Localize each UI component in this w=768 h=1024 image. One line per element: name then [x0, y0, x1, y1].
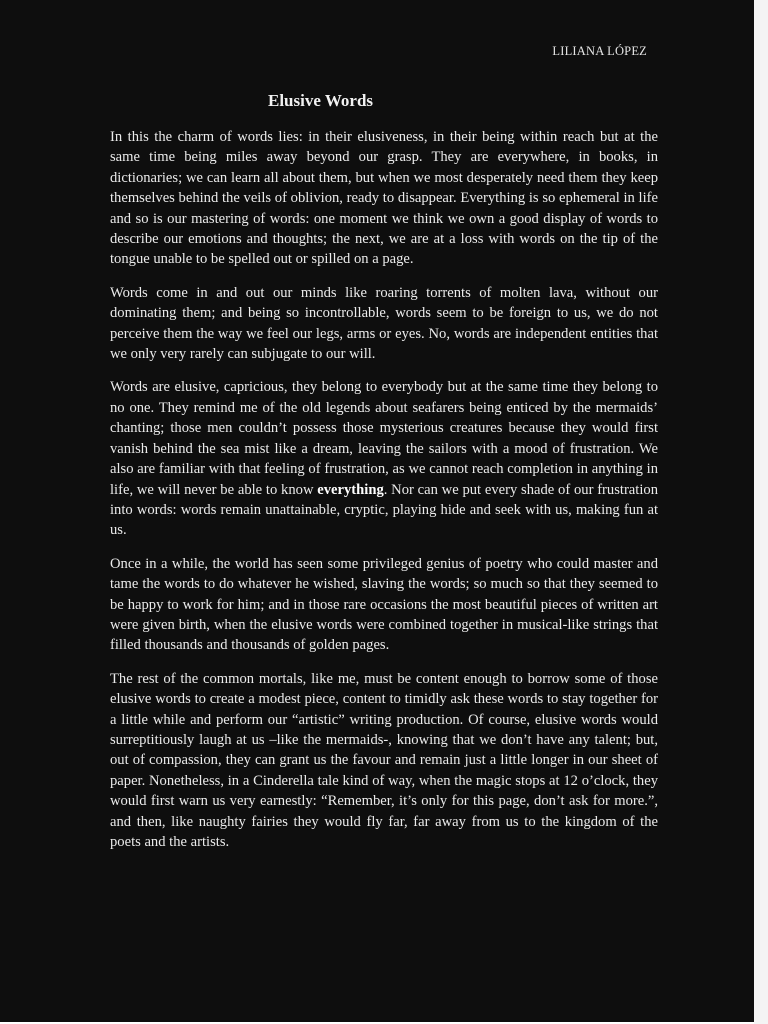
paragraph-2: Words come in and out our minds like roaring torrents of molten lava, without our dominating them; and being so incontrollable, words seem to be foreign to us, we do not perceive them the way we feel our legs, arms or eyes. No, words are independent entities that we only very rarely can subjugate to our will.	[110, 284, 658, 363]
page-edge-strip	[754, 0, 768, 1024]
paragraph-1: In this the charm of words lies: in their elusiveness, in their being within reach but at the same time being miles away beyond our grasp. They are everywhere, in books, in dictionaries; we can learn all about them, but when we most desperately need them they keep themselves behind the veils of oblivion, ready to disappear. Everything is so ephemeral in life and so is our mastering of words: one moment we think we own a good display of words to describe our emotions and thoughts; the next, we are at a loss with words on the tip of the tongue unable to be spelled out or spilled on a page.	[110, 129, 658, 268]
document-body	[110, 127, 658, 865]
document-title: Elusive Words	[268, 91, 374, 110]
paragraph-3	[110, 377, 658, 540]
paragraph-4: Once in a while, the world has seen some privileged genius of poetry who could master and tame the words to do whatever he wished, slaving the words; so much so that they seemed to be happy to work for him; and in those rare occasions the most beautiful pieces of written art were given birth, when the elusive words were combined together in musical-like strings that filled thousands and thousands of golden pages.	[110, 555, 658, 654]
paragraph-5: The rest of the common mortals, like me, must be content enough to borrow some of those elusive words to create a modest piece, content to timidly ask these words to stay together for a little while and perform our “artistic” writing production. Of course, elusive words would surreptitiously laugh at us –like the mermaids-, knowing that we don’t have any talent; but, out of compassion, they can grant us the favour and remain just a little longer in our sheet of paper. Nonetheless, in a Cinderella tale kind of way, when the magic stops at 12 o’clock, they would first warn us very earnestly: “Remember, it’s only for this page, don’t ask for more.”, and then, like naughty fairies they would fly far, far away from us to the kingdom of the poets and the artists.	[110, 670, 658, 850]
paragraph-3-text-start: Words are elusive, capricious, they belong to everybody but at the same time they belong to no one. They remind me of the old legends about seafarers being enticed by the mermaids’ chanting; those men couldn’t possess those mysterious creatures because they would first vanish behind the sea mist like a dream, leaving the sailors with a mood of frustration. We also are familiar with that feeling of frustration, as we cannot reach completion in anything in life, we will never be able to know	[110, 379, 658, 498]
paragraph-3-text-end: . Nor can we put every shade of our frustration into words: words remain unattainable, cryptic, playing hide and seek with us, making fun at us.	[110, 481, 658, 539]
author-name: LILIANA LÓPEZ	[552, 44, 647, 58]
emphasized-word: everything	[317, 481, 384, 498]
